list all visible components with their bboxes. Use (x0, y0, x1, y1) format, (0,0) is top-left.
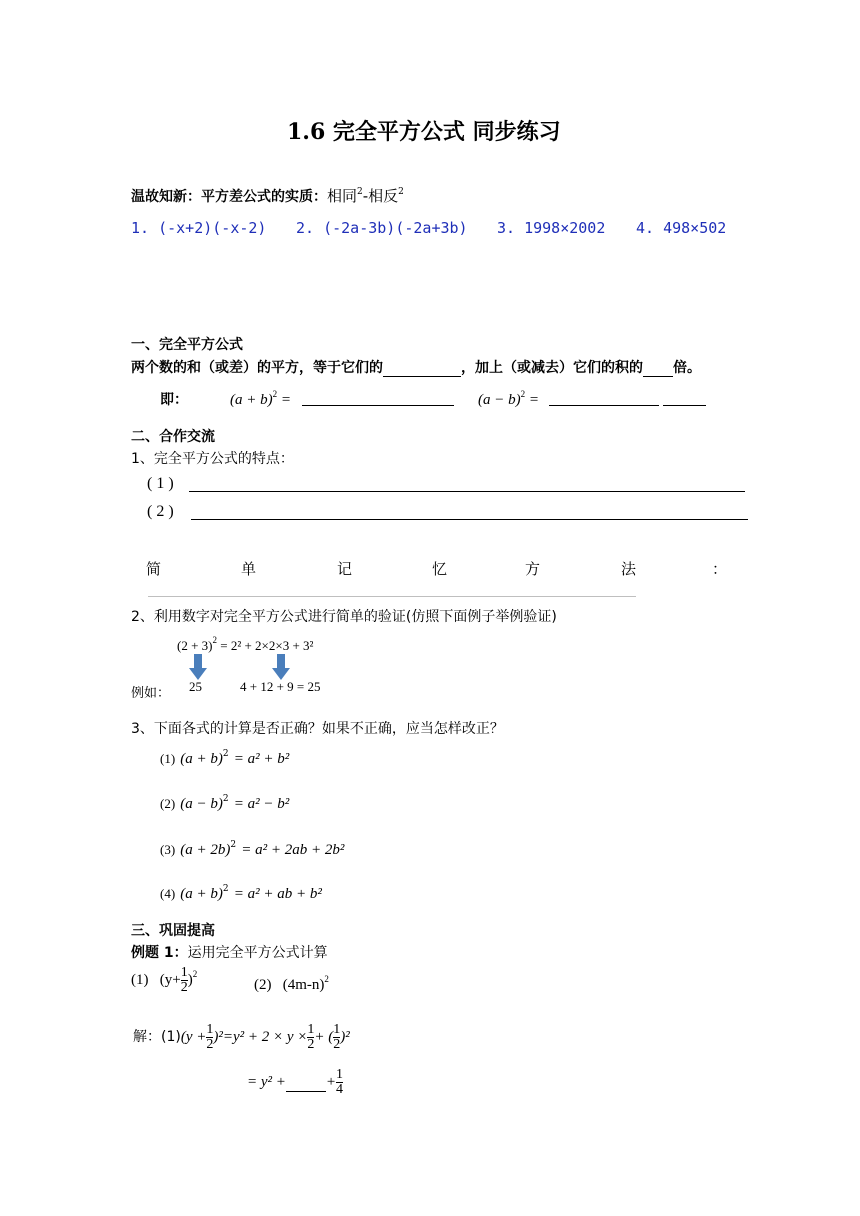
formula-diff-eq: = (525, 392, 539, 408)
example-lhs-sup: 2 (212, 635, 217, 645)
problem-2-sup: 2 (324, 974, 329, 984)
solution-2a: = y² + (247, 1073, 286, 1090)
formula-sum-sup: 2 (272, 389, 278, 399)
section3-heading: 三、巩固提高 (131, 923, 215, 939)
example-result-2: 4 + 12 + 9 = 25 (240, 679, 321, 694)
check-item-4-rhs: = a² + ab + b² (233, 886, 322, 902)
check-item-3-num: (3) (160, 842, 176, 857)
blank-1[interactable] (383, 360, 461, 377)
check-item-2-sup: 2 (222, 794, 229, 804)
half-num: 1 (206, 1022, 214, 1037)
section1-ji: 即： (160, 392, 188, 408)
solution-2b: + (325, 1073, 337, 1090)
problem-2 (254, 974, 329, 994)
check-item-2-num: (2) (160, 796, 176, 811)
check-item-2 (160, 793, 289, 813)
quarter-num: 1 (336, 1067, 344, 1082)
formula-diff: (a − b) (478, 392, 521, 408)
section2-q1: 1、完全平方公式的特点： (131, 451, 294, 467)
section2-heading: 二、合作交流 (131, 429, 215, 445)
solution-1b: )²=y² + 2 × y × (213, 1028, 308, 1045)
page-title: 1.6 完全平方公式 同步练习 (287, 119, 561, 145)
memory-char-7: ： (712, 560, 728, 578)
blank-4b[interactable] (663, 405, 706, 406)
check-item-1-lhs: (a + b) (180, 751, 223, 767)
review-sup-1: 2 (357, 187, 363, 197)
example1-line (131, 942, 328, 962)
problem-1-expr: (y+ (159, 971, 181, 988)
problem-2-num: (2) (254, 977, 272, 993)
check-item-3-sup: 2 (230, 840, 237, 850)
review-item-1: 1. (-x+2)(-x-2) (131, 219, 267, 237)
section1-text-c: 倍。 (673, 360, 701, 376)
review-line (131, 185, 404, 206)
review-formula-sep: -相反 (362, 187, 399, 205)
formula-sum: (a + b) (230, 392, 273, 408)
section1-text-b: ，加上（或减去）它们的积的 (461, 360, 643, 376)
example1-text: 运用完全平方公式计算 (187, 945, 328, 961)
memory-char-4: 忆 (432, 560, 448, 578)
check-item-4 (160, 883, 322, 903)
blank-2[interactable] (643, 360, 673, 377)
blank-4a[interactable] (549, 405, 659, 406)
solution-1c: + ( (314, 1028, 334, 1045)
problem-1-num: (1) (131, 971, 149, 988)
problem-1: (1) (y+ $\frac{1}{2}$ )$^2$ (131, 965, 198, 995)
formula-diff-sup: 2 (520, 389, 526, 399)
half-den: 2 (333, 1037, 341, 1052)
memory-line[interactable] (148, 596, 636, 597)
section1-text-a: 两个数的和（或差）的平方，等于它们的 (131, 360, 383, 376)
formula-diff-square (478, 389, 539, 409)
solution-label: 解：(1) (133, 1028, 181, 1045)
half-den: 2 (206, 1037, 214, 1052)
point-1-line[interactable] (189, 491, 745, 492)
half-den: 2 (307, 1037, 315, 1052)
half-fraction (181, 966, 188, 995)
memory-char-2: 单 (241, 560, 257, 578)
check-item-3-rhs: = a² + 2ab + 2b² (241, 842, 345, 858)
formula-sum-eq: = (277, 392, 291, 408)
section2-q3: 3、下面各式的计算是否正确？如果不正确，应当怎样改正？ (131, 721, 504, 737)
memory-char-3: 记 (337, 560, 353, 578)
example-label: 例如： (131, 686, 171, 701)
review-formula-a: 相同 (327, 187, 358, 205)
example1-bold: 例题 1： (131, 945, 188, 961)
formula-sum-square (230, 389, 291, 409)
memory-char-1: 简 (146, 560, 162, 578)
solution-1a: (y + (180, 1028, 207, 1045)
review-item-4: 4. 498×502 (636, 219, 727, 237)
memory-char-5: 方 (525, 560, 541, 578)
check-item-1 (160, 748, 289, 768)
quarter-fraction (336, 1068, 343, 1097)
check-item-4-sup: 2 (222, 884, 229, 894)
example-result-1: 25 (189, 679, 202, 694)
arrow-down-icon (271, 654, 291, 680)
half-num: 1 (307, 1022, 315, 1037)
blank-3[interactable] (302, 405, 454, 406)
half-den: 2 (180, 980, 188, 995)
section2-q2: 2、利用数字对完全平方公式进行简单的验证(仿照下面例子举例验证) (131, 609, 557, 625)
review-sup-2: 2 (398, 187, 404, 197)
section1-definition (131, 357, 701, 377)
solution-line-1 (133, 1023, 350, 1052)
problem-2-expr: (4m-n) (282, 977, 325, 993)
quarter-den: 4 (336, 1082, 344, 1097)
check-item-1-num: (1) (160, 751, 176, 766)
check-item-1-rhs: = a² + b² (233, 751, 290, 767)
check-item-4-num: (4) (160, 886, 176, 901)
review-item-2: 2. (-2a-3b)(-2a+3b) (296, 219, 468, 237)
example-lhs: (2 + 3) (177, 638, 213, 653)
check-item-1-sup: 2 (222, 749, 229, 759)
example-rhs: = 2² + 2×2×3 + 3² (217, 638, 314, 653)
solution-line-2 (247, 1068, 343, 1097)
check-item-2-rhs: = a² − b² (233, 796, 290, 812)
solution-1d: )² (340, 1028, 350, 1045)
review-label: 温故知新：平方差公式的实质： (131, 189, 327, 205)
problem-1-sup: 2 (192, 968, 198, 979)
point-2-line[interactable] (191, 519, 748, 520)
review-item-3: 3. 1998×2002 (497, 219, 606, 237)
point-1-label: ( 1 ) (147, 475, 174, 492)
blank-5[interactable] (286, 1074, 326, 1092)
section1-heading: 一、完全平方公式 (131, 337, 243, 353)
memory-char-6: 法 (621, 560, 637, 578)
arrow-down-icon (188, 654, 208, 680)
example-formula (177, 635, 313, 654)
check-item-4-lhs: (a + b) (180, 886, 223, 902)
check-item-2-lhs: (a − b) (180, 796, 223, 812)
half-num: 1 (333, 1022, 341, 1037)
check-item-3 (160, 839, 344, 859)
point-2-label: ( 2 ) (147, 503, 174, 520)
half-num: 1 (180, 965, 188, 980)
check-item-3-lhs: (a + 2b) (180, 842, 231, 858)
